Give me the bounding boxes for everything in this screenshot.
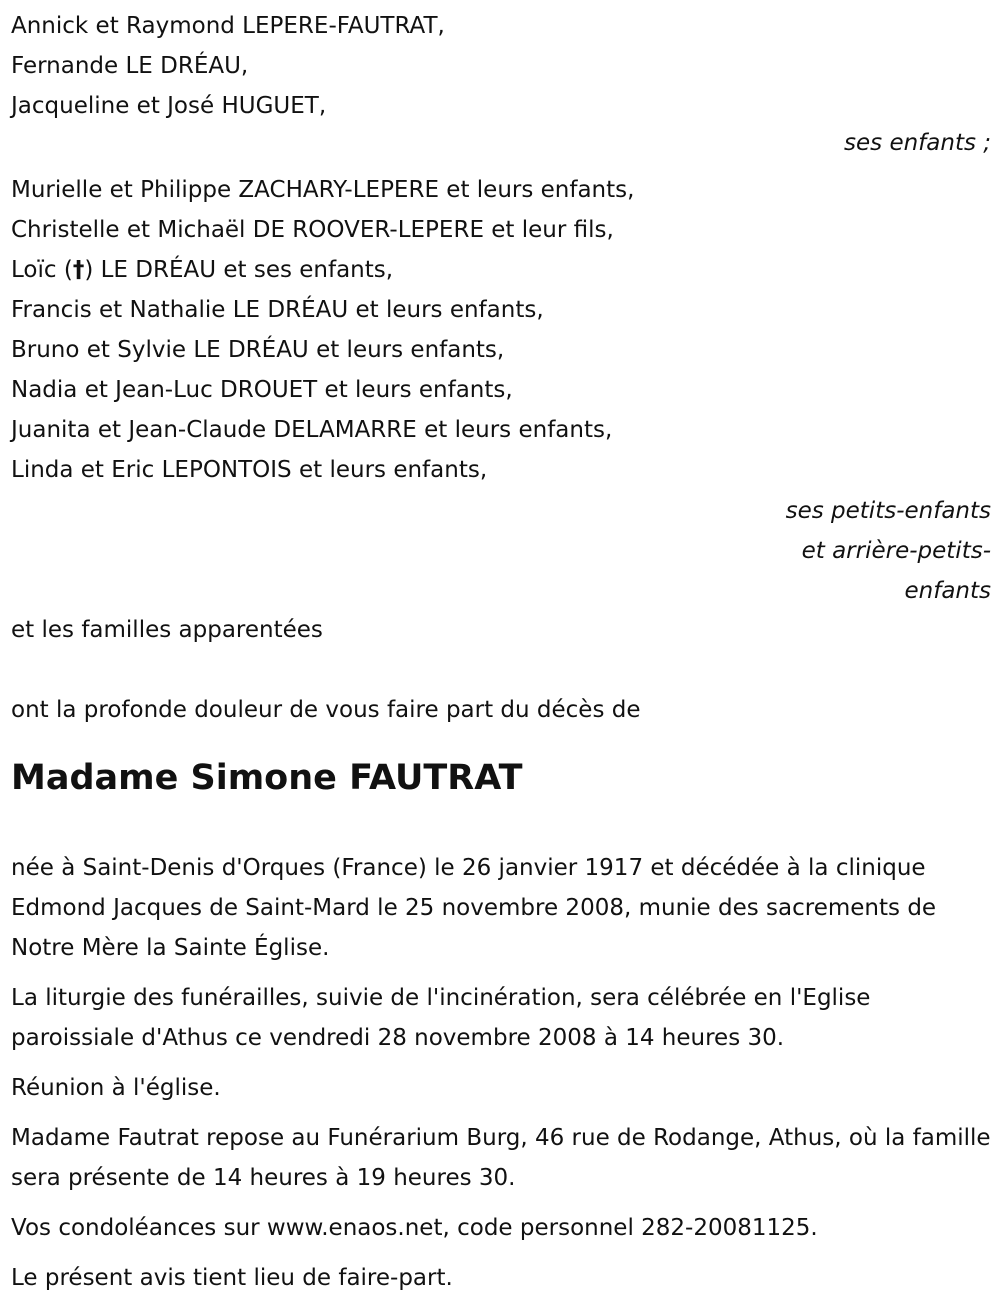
grandchildren-label-line: et arrière-petits- bbox=[801, 538, 991, 564]
children-line: Jacqueline et José HUGUET, bbox=[11, 93, 327, 119]
grandchildren-label bbox=[11, 490, 991, 610]
grandchildren-list bbox=[11, 170, 991, 490]
grandchildren-line: Bruno et Sylvie LE DRÉAU et leurs enfants, bbox=[11, 337, 505, 363]
children-label: ses enfants ; bbox=[844, 130, 991, 156]
children-line: Fernande LE DRÉAU, bbox=[11, 53, 249, 79]
condolences-paragraph: Vos condoléances sur www.enaos.net, code personnel 282-20081125. bbox=[11, 1215, 818, 1241]
children-list bbox=[11, 6, 991, 126]
children-line: Annick et Raymond LEPERE-FAUTRAT, bbox=[11, 13, 445, 39]
grandchildren-line: Linda et Eric LEPONTOIS et leurs enfants, bbox=[11, 457, 488, 483]
funerarium-paragraph: Madame Fautrat repose au Funérarium Burg, 46 rue de Rodange, Athus, où la famille sera présente de 14 heures à 19 heures 30. bbox=[11, 1125, 991, 1191]
loic-name-end: ) LE DRÉAU et ses enfants, bbox=[84, 257, 394, 283]
grandchildren-label-line: ses petits-enfants bbox=[785, 498, 991, 524]
loic-name-start: Loïc ( bbox=[11, 257, 73, 283]
grandchildren-line: Francis et Nathalie LE DRÉAU et leurs enfants, bbox=[11, 297, 544, 323]
grandchildren-line: Nadia et Jean-Luc DROUET et leurs enfants, bbox=[11, 377, 513, 403]
birth-death-paragraph: née à Saint-Denis d'Orques (France) le 26 janvier 1917 et décédée à la clinique Edmond Jacques de Saint-Mard le 25 novembre 2008, munie des sacrements de Notre Mère la Sainte Église. bbox=[11, 855, 937, 961]
families-line: et les familles apparentées bbox=[11, 617, 323, 643]
obituary-notice bbox=[11, 6, 991, 1308]
details-section bbox=[11, 848, 991, 1298]
grandchildren-line: Murielle et Philippe ZACHARY-LEPERE et leurs enfants, bbox=[11, 177, 635, 203]
grandchildren-line-loic bbox=[11, 250, 991, 290]
grandchildren-line: Christelle et Michaël DE ROOVER-LEPERE et leur fils, bbox=[11, 217, 614, 243]
meeting-paragraph: Réunion à l'église. bbox=[11, 1075, 221, 1101]
funeral-paragraph: La liturgie des funérailles, suivie de l'incinération, sera célébrée en l'Eglise paroissiale d'Athus ce vendredi 28 novembre 2008 à 14 heures 30. bbox=[11, 985, 871, 1051]
announcement-line: ont la profonde douleur de vous faire part du décès de bbox=[11, 697, 641, 723]
notice-paragraph: Le présent avis tient lieu de faire-part. bbox=[11, 1265, 453, 1291]
grandchildren-line: Juanita et Jean-Claude DELAMARRE et leurs enfants, bbox=[11, 417, 613, 443]
grandchildren-label-line: enfants bbox=[904, 578, 991, 604]
cross-icon: † bbox=[72, 257, 85, 283]
deceased-name: Madame Simone FAUTRAT bbox=[11, 758, 523, 798]
